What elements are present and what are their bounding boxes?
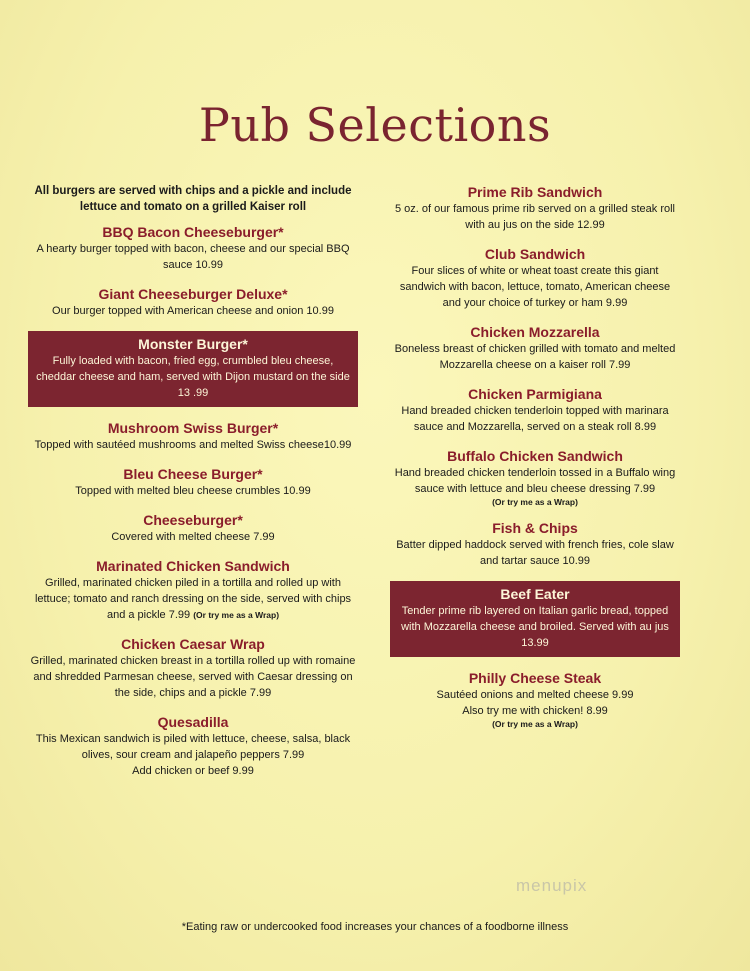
item-name: Philly Cheese Steak: [468, 670, 602, 686]
wrap-note: (Or try me as a Wrap): [492, 719, 578, 729]
foodborne-disclaimer: *Eating raw or undercooked food increases your chances of a foodborne illness: [181, 921, 569, 933]
item-description-text: Grilled, marinated chicken piled in a tortilla and rolled up with lettuce; tomato and ranch dressing on the side, served with chips and a pickle 7.99: [34, 577, 352, 621]
menu-item: [28, 465, 358, 499]
menu-item: [390, 447, 680, 507]
item-description: Tender prime rib layered on Italian garlic bread, topped with Mozzarella cheese and broiled. Served with au jus 13.99: [401, 605, 669, 649]
item-name: Prime Rib Sandwich: [467, 184, 603, 200]
item-name: Club Sandwich: [484, 246, 586, 262]
item-name: Quesadilla: [157, 714, 229, 730]
menu-item: [28, 285, 358, 319]
menu-item: [390, 385, 680, 435]
item-name: Giant Cheeseburger Deluxe*: [98, 286, 288, 302]
item-description: Covered with melted cheese 7.99: [111, 531, 275, 543]
item-name: Mushroom Swiss Burger*: [107, 420, 279, 436]
item-description: Our burger topped with American cheese and onion 10.99: [52, 305, 334, 317]
menu-item: [390, 183, 680, 233]
item-name: Fish & Chips: [492, 520, 578, 536]
menu-item: [390, 323, 680, 373]
menu-item-highlighted: [28, 331, 358, 407]
item-name: Chicken Parmigiana: [468, 386, 602, 402]
item-description: A hearty burger topped with bacon, cheese and our special BBQ sauce 10.99: [36, 243, 350, 271]
item-name: BBQ Bacon Cheeseburger*: [102, 224, 284, 240]
menu-item: [390, 245, 680, 311]
menu-item: [28, 511, 358, 545]
item-name: Chicken Mozzarella: [470, 324, 600, 340]
item-name: Chicken Caesar Wrap: [121, 636, 265, 652]
item-name: Beef Eater: [500, 586, 570, 602]
menu-item: [28, 713, 358, 779]
right-column: [390, 183, 680, 741]
menu-item: [390, 669, 680, 729]
item-description: Four slices of white or wheat toast create this giant sandwich with bacon, lettuce, tomato, American cheese and your choice of turkey or ham 9.99: [399, 265, 671, 309]
item-description: Topped with melted bleu cheese crumbles 10.99: [75, 485, 311, 497]
item-description: Boneless breast of chicken grilled with tomato and melted Mozzarella cheese on a kaiser roll 7.99: [394, 343, 676, 371]
menu-item: [28, 223, 358, 273]
item-description: This Mexican sandwich is piled with lettuce, cheese, salsa, black olives, sour cream and jalapeño peppers 7.99: [35, 733, 351, 761]
item-description: 5 oz. of our famous prime rib served on a grilled steak roll with au jus on the side 12.99: [394, 203, 676, 231]
item-description: Grilled, marinated chicken breast in a tortilla rolled up with romaine and shredded Parmesan cheese, served with Caesar dressing on the side, chips and a pickle 7.99: [30, 655, 356, 699]
item-description: Hand breaded chicken tenderloin tossed in a Buffalo wing sauce with lettuce and bleu cheese dressing 7.99: [394, 467, 676, 495]
page-title: Pub Selections: [198, 98, 552, 152]
item-name: Cheeseburger*: [143, 512, 243, 528]
item-name: Monster Burger*: [138, 336, 248, 352]
burger-intro: All burgers are served with chips and a pickle and include lettuce and tomato on a grilled Kaiser roll: [34, 185, 352, 213]
item-description: Topped with sautéed mushrooms and melted Swiss cheese10.99: [34, 439, 352, 451]
item-description: Sautéed onions and melted cheese 9.99: [436, 689, 634, 701]
menu-item: [28, 557, 358, 623]
item-name: Marinated Chicken Sandwich: [96, 558, 290, 574]
menu-item: [390, 519, 680, 569]
menu-item: [28, 419, 358, 453]
menu-item: [28, 635, 358, 701]
item-description: Batter dipped haddock served with french fries, cole slaw and tartar sauce 10.99: [396, 539, 674, 567]
wrap-note: (Or try me as a Wrap): [193, 610, 280, 620]
item-name: Bleu Cheese Burger*: [123, 466, 263, 482]
item-description: [28, 575, 358, 623]
item-addon: Add chicken or beef 9.99: [132, 765, 254, 777]
item-description: Hand breaded chicken tenderloin topped with marinara sauce and Mozzarella, served on a steak roll 8.99: [401, 405, 669, 433]
left-column: [28, 183, 358, 791]
wrap-note: (Or try me as a Wrap): [492, 497, 578, 507]
item-description: Fully loaded with bacon, fried egg, crumbled bleu cheese, cheddar cheese and ham, served with Dijon mustard on the side 13 .99: [36, 355, 350, 399]
item-addon: Also try me with chicken! 8.99: [462, 705, 608, 717]
item-name: Buffalo Chicken Sandwich: [447, 448, 623, 464]
menupix-watermark: menupix: [516, 876, 588, 895]
menu-item-highlighted: [390, 581, 680, 657]
